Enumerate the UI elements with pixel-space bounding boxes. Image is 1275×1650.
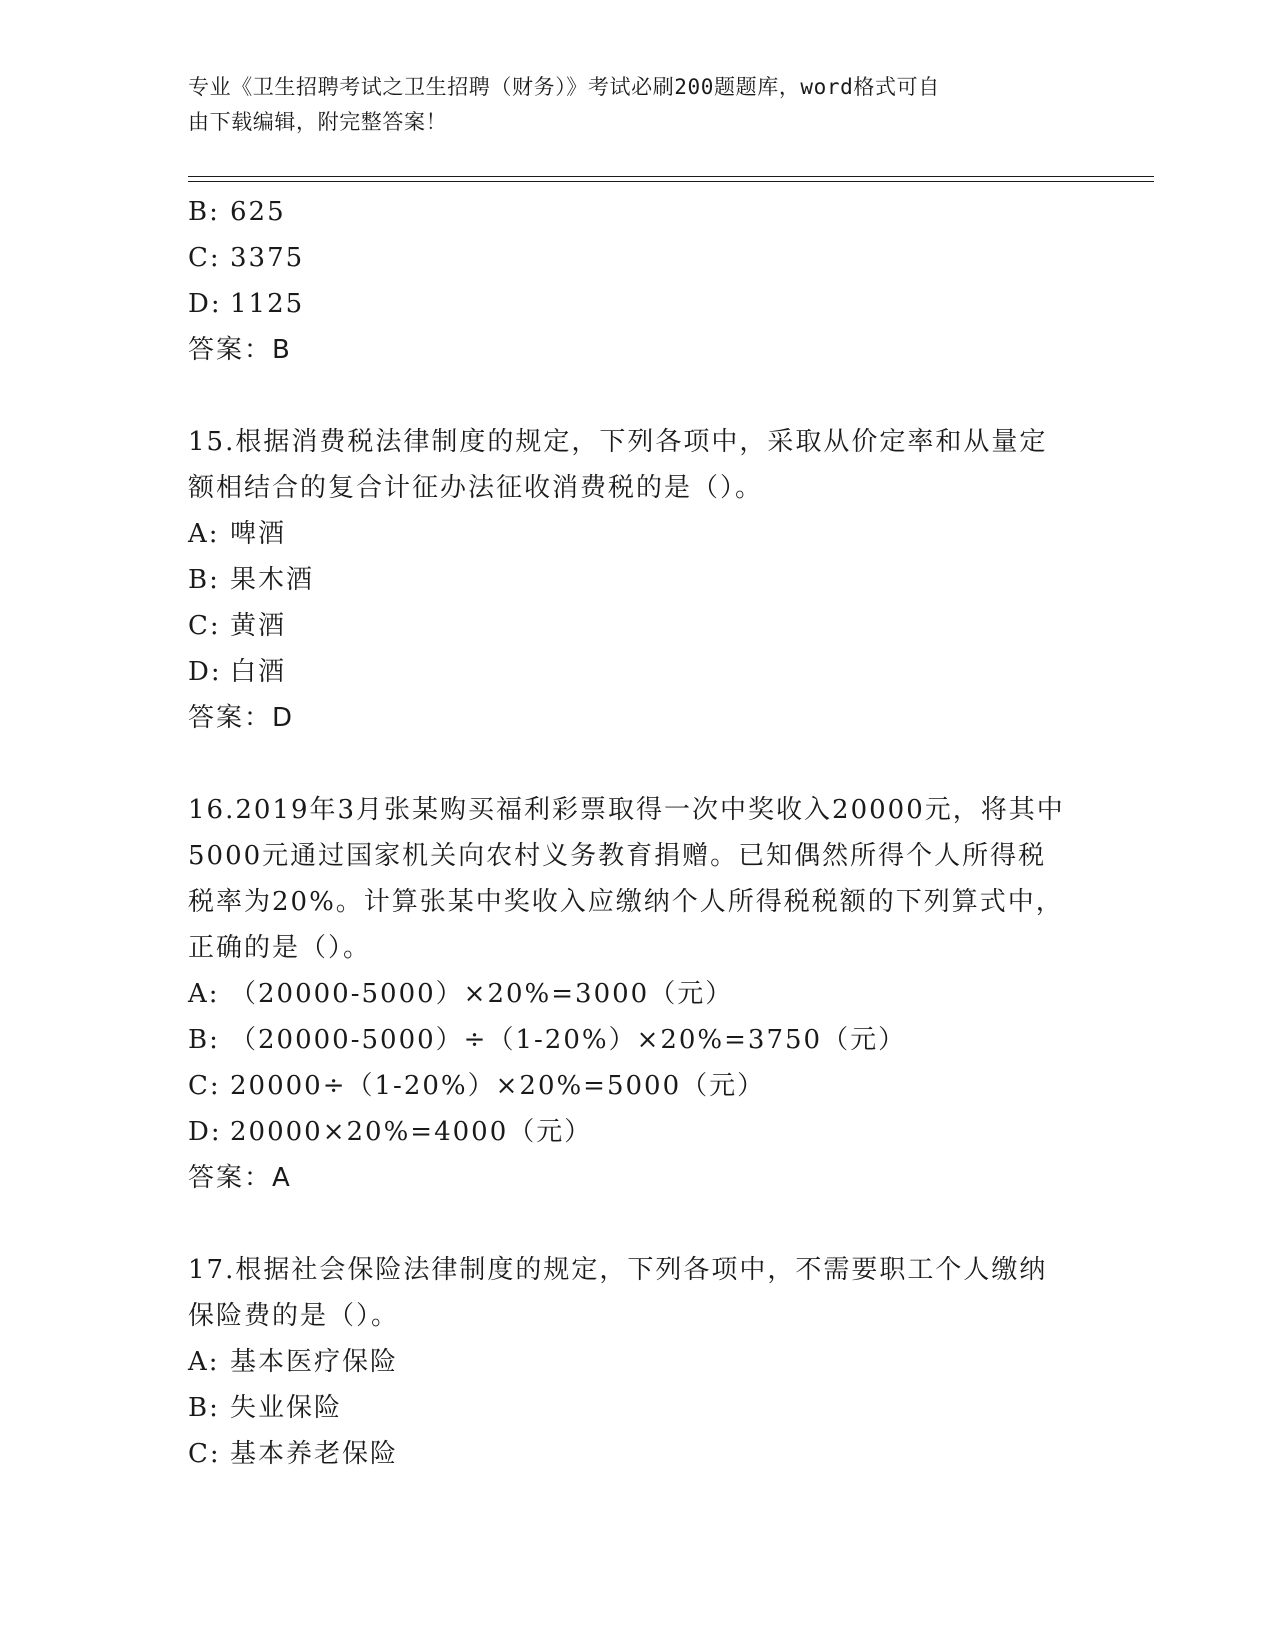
option-text: 20000÷（1-20%）×20%=5000（元） xyxy=(230,1071,766,1101)
question-stem-line: 保险费的是（）。 xyxy=(188,1301,400,1331)
option-a xyxy=(188,1339,1088,1385)
option-b xyxy=(188,189,1088,235)
header-divider-bottom xyxy=(188,181,1154,182)
option-label: C: xyxy=(188,1439,221,1469)
header-divider-top xyxy=(188,176,1154,177)
option-label: D: xyxy=(188,1117,222,1147)
option-label: B: xyxy=(188,197,220,227)
option-text: 基本医疗保险 xyxy=(230,1347,399,1377)
spacer xyxy=(188,373,1088,419)
option-d xyxy=(188,1109,1088,1155)
question-stem-line: 额相结合的复合计征办法征收消费税的是（）。 xyxy=(188,473,764,503)
question-stem-line: 16.2019年3月张某购买福利彩票取得一次中奖收入20000元，将其中 xyxy=(188,795,1065,825)
header-line-1: 专业《卫生招聘考试之卫生招聘（财务）》考试必刷200题题库，word格式可自 xyxy=(188,75,940,99)
option-text: 白酒 xyxy=(230,657,287,687)
question-stem-line: 15.根据消费税法律制度的规定，下列各项中，采取从价定率和从量定 xyxy=(188,427,1048,457)
spacer xyxy=(188,1201,1088,1247)
option-text: 基本养老保险 xyxy=(230,1439,399,1469)
option-label: A: xyxy=(188,1347,220,1377)
option-b xyxy=(188,1385,1088,1431)
document-header xyxy=(188,70,1068,140)
option-label: A: xyxy=(188,519,220,549)
option-text: 625 xyxy=(230,197,286,227)
option-c xyxy=(188,235,1088,281)
option-b xyxy=(188,1017,1088,1063)
question-15 xyxy=(188,419,1088,741)
option-text: 黄酒 xyxy=(230,611,287,641)
option-d xyxy=(188,649,1088,695)
option-d xyxy=(188,281,1088,327)
option-label: B: xyxy=(188,1393,220,1423)
question-17 xyxy=(188,1247,1088,1477)
option-label: B: xyxy=(188,565,220,595)
option-a xyxy=(188,511,1088,557)
option-c xyxy=(188,1063,1088,1109)
answer-line: 答案：D xyxy=(188,703,295,733)
option-text: 失业保险 xyxy=(230,1393,343,1423)
option-label: D: xyxy=(188,657,222,687)
option-a xyxy=(188,971,1088,1017)
question-stem-line: 税率为20%。计算张某中奖收入应缴纳个人所得税税额的下列算式中， xyxy=(188,887,1064,917)
spacer xyxy=(188,741,1088,787)
option-label: D: xyxy=(188,289,222,319)
question-stem-line: 正确的是（）。 xyxy=(188,933,372,963)
option-c xyxy=(188,603,1088,649)
option-label: A: xyxy=(188,979,220,1009)
option-text: 1125 xyxy=(230,289,305,319)
answer-line: 答案：B xyxy=(188,335,292,365)
question-stem-line: 17.根据社会保险法律制度的规定，下列各项中，不需要职工个人缴纳 xyxy=(188,1255,1048,1285)
option-text: （20000-5000）÷（1-20%）×20%=3750（元） xyxy=(230,1025,907,1055)
option-text: 3375 xyxy=(230,243,305,273)
option-b xyxy=(188,557,1088,603)
question-14-tail xyxy=(188,189,1088,373)
option-text: 啤酒 xyxy=(230,519,287,549)
option-c xyxy=(188,1431,1088,1477)
option-label: C: xyxy=(188,243,221,273)
option-text: 20000×20%=4000（元） xyxy=(230,1117,593,1147)
option-label: B: xyxy=(188,1025,220,1055)
header-line-2: 由下载编辑，附完整答案！ xyxy=(188,110,448,134)
option-text: （20000-5000）×20%=3000（元） xyxy=(230,979,734,1009)
question-stem-line: 5000元通过国家机关向农村义务教育捐赠。已知偶然所得个人所得税 xyxy=(188,841,1047,871)
question-16 xyxy=(188,787,1088,1201)
option-label: C: xyxy=(188,1071,221,1101)
option-label: C: xyxy=(188,611,221,641)
answer-line: 答案：A xyxy=(188,1163,292,1193)
option-text: 果木酒 xyxy=(230,565,315,595)
document-body xyxy=(188,189,1088,1477)
